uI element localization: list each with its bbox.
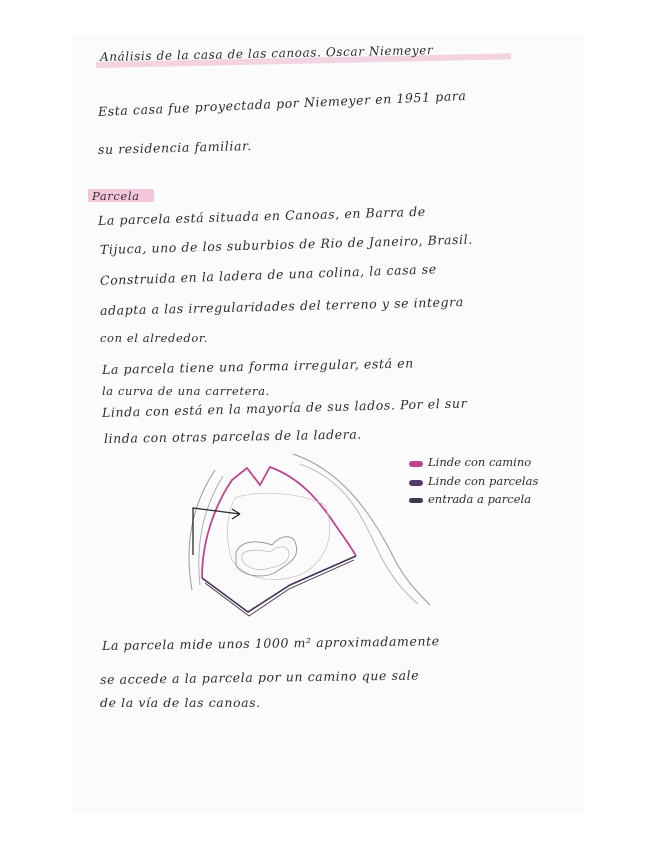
section-heading: Parcela bbox=[92, 189, 140, 203]
boundary-with-plots-shadow bbox=[205, 560, 354, 616]
paragraph1-line-2: Tijuca, uno de los suburbios de Rio de Janeiro, Brasil. bbox=[99, 231, 474, 257]
paragraph2-line-3: Linda con está en la mayoría de sus lados. Por el sur bbox=[101, 395, 468, 420]
paragraph2-line-4: linda con otras parcelas de la ladera. bbox=[103, 426, 362, 446]
road-curve-outer bbox=[293, 454, 430, 605]
house-footprint bbox=[236, 537, 297, 576]
paragraph1-line-1: La parcela está situada en Canoas, en Barra de bbox=[97, 203, 426, 228]
page-title: Análisis de la casa de las canoas. Oscar Niemeyer bbox=[99, 43, 434, 64]
house-footprint-inner bbox=[242, 547, 289, 570]
legend-label-road: Linde con camino bbox=[428, 455, 532, 469]
road-curve-inner bbox=[300, 464, 418, 604]
terrain-contour bbox=[227, 493, 329, 579]
paragraph2-line-1: La parcela tiene una forma irregular, está en bbox=[101, 355, 414, 377]
paragraph3-line-2: se accede a la parcela por un camino que sale bbox=[99, 667, 420, 687]
paragraph1-line-3: Construida en la ladera de una colina, la casa se bbox=[99, 261, 437, 288]
legend-mark-road bbox=[409, 461, 423, 467]
legend-label-plots: Linde con parcelas bbox=[428, 474, 539, 488]
paragraph3-line-3: de la vía de las canoas. bbox=[100, 695, 261, 710]
legend-mark-plots bbox=[409, 480, 423, 486]
boundary-with-road bbox=[202, 467, 356, 578]
legend-mark-entrance bbox=[409, 498, 423, 503]
paragraph2-line-2: la curva de una carretera. bbox=[102, 384, 270, 398]
boundary-with-plots bbox=[202, 556, 356, 612]
paragraph3-line-1: La parcela mide unos 1000 m² aproximadamente bbox=[101, 633, 440, 653]
paragraph1-line-5: con el alrededor. bbox=[100, 331, 208, 345]
intro-line-2: su residencia familiar. bbox=[97, 137, 253, 157]
legend-label-entrance: entrada a parcela bbox=[428, 492, 532, 506]
intro-line-1: Esta casa fue proyectada por Niemeyer en 1951 para bbox=[97, 87, 467, 119]
entrance-arrow-line bbox=[193, 508, 240, 555]
paragraph1-line-4: adapta a las irregularidades del terreno y se integra bbox=[99, 294, 464, 318]
